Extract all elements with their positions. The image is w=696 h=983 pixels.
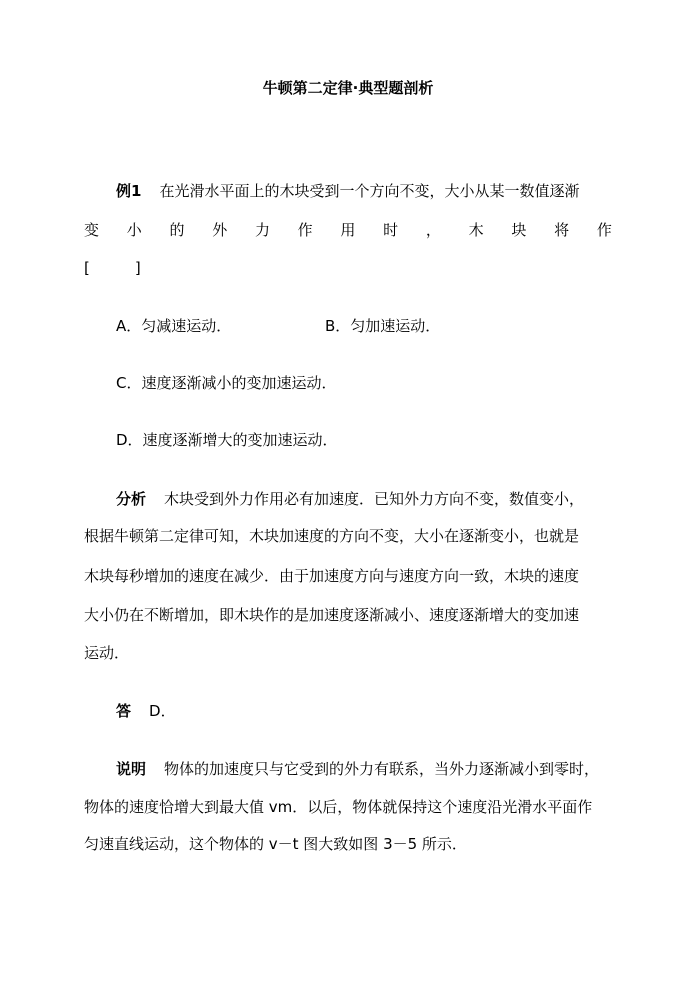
example-char: 作 xyxy=(297,221,313,239)
option-d: D．速度逐渐增大的变加速运动． xyxy=(116,431,338,449)
answer-line xyxy=(116,701,176,721)
example-char: 时 xyxy=(383,221,399,239)
analysis-line-5: 运动． xyxy=(84,644,130,662)
example-line-2 xyxy=(84,220,612,240)
note-label: 说明 xyxy=(116,760,147,778)
example-char: 变 xyxy=(84,221,100,239)
page-title: 牛顿第二定律·典型题剖析 xyxy=(262,79,434,97)
example-char: 小 xyxy=(126,221,142,239)
note-line-2: 物体的速度恰增大到最大值 vm．以后，物体就保持这个速度沿光滑水平面作 xyxy=(84,798,593,816)
analysis-line-2: 根据牛顿第二定律可知，木块加速度的方向不变，大小在逐渐变小，也就是 xyxy=(84,527,580,545)
example-char: 的 xyxy=(169,221,185,239)
analysis-text: 木块受到外力作用必有加速度．已知外力方向不变，数值变小， xyxy=(164,490,585,508)
example-char: 将 xyxy=(554,221,570,239)
analysis-line-4: 大小仍在不断增加，即木块作的是加速度逐渐减小、速度逐渐增大的变加速 xyxy=(84,606,580,624)
answer-value: D． xyxy=(149,702,176,720)
example-char: 块 xyxy=(511,221,527,239)
example-label: 例1 xyxy=(116,182,142,200)
analysis-line-1 xyxy=(116,489,584,509)
note-text: 物体的加速度只与它受到的外力有联系，当外力逐渐减小到零时， xyxy=(164,760,600,778)
example-char: 力 xyxy=(254,221,270,239)
note-line-3: 匀速直线运动，这个物体的 v－t 图大致如图 3－5 所示． xyxy=(84,835,467,853)
example-char: ， xyxy=(425,221,441,239)
example-char: 木 xyxy=(468,221,484,239)
answer-label: 答 xyxy=(116,702,132,720)
example-text-1: 在光滑水平面上的木块受到一个方向不变，大小从某一数值逐渐 xyxy=(159,182,580,200)
example-char: 用 xyxy=(340,221,356,239)
example-line-1 xyxy=(116,181,579,201)
option-b: B．匀加速运动． xyxy=(325,317,441,335)
example-char: 外 xyxy=(212,221,228,239)
note-line-1 xyxy=(116,759,599,779)
answer-bracket: [ ] xyxy=(84,259,141,277)
option-c: C．速度逐渐减小的变加速运动． xyxy=(116,374,337,392)
example-char: 作 xyxy=(596,221,612,239)
analysis-label: 分析 xyxy=(116,490,147,508)
option-a: A．匀减速运动． xyxy=(116,317,232,335)
analysis-line-3: 木块每秒增加的速度在减少．由于加速度方向与速度方向一致，木块的速度 xyxy=(84,567,580,585)
